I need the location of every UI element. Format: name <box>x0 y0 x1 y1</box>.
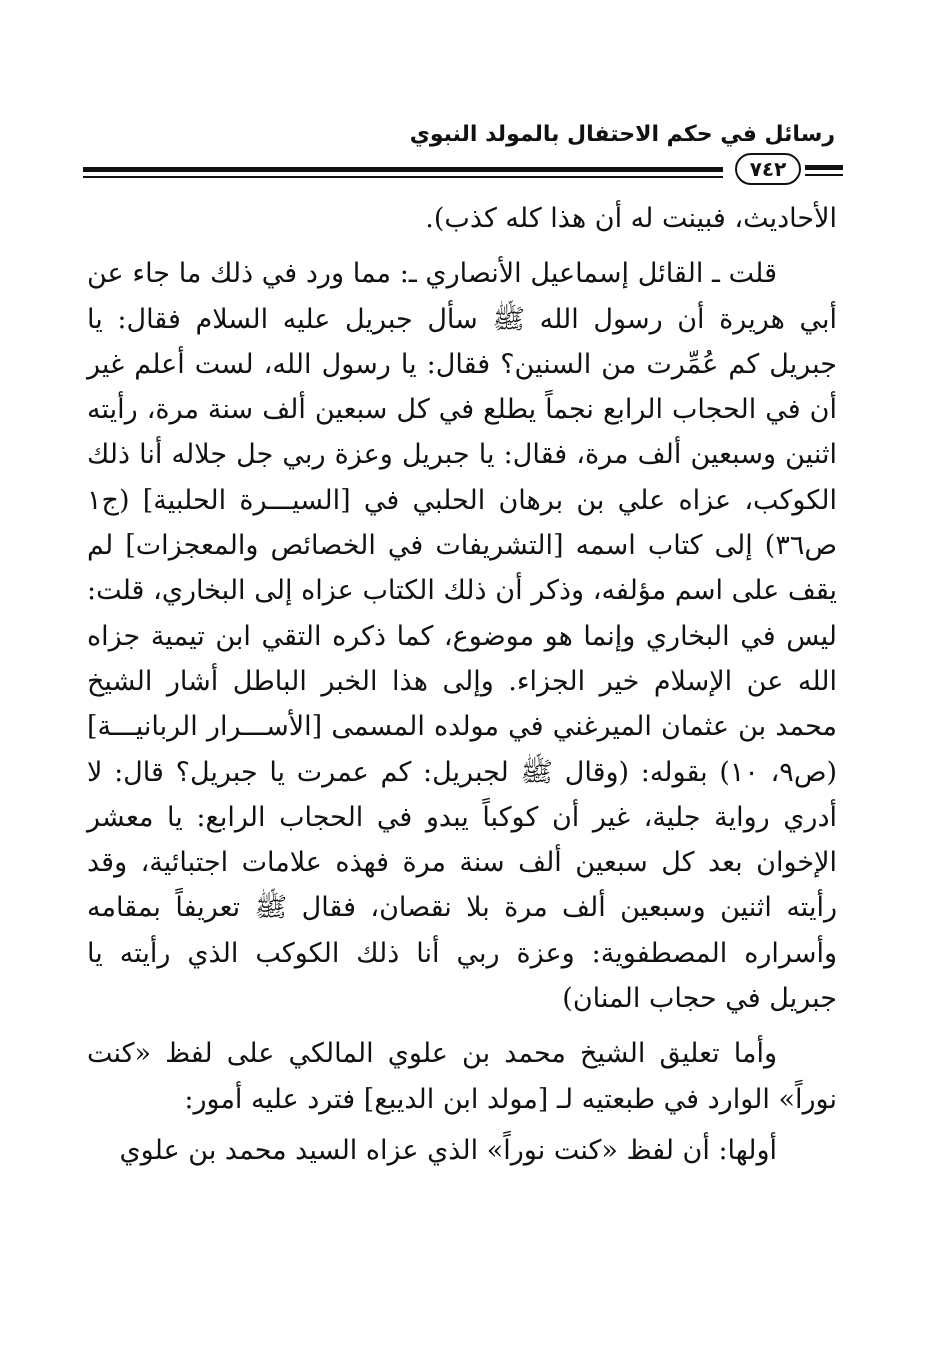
paragraph-continuation: الأحاديث، فبينت له أن هذا كله كذب). <box>425 203 837 234</box>
header-rule-thin-left <box>83 176 723 178</box>
header-rule <box>83 150 843 190</box>
page-number: ٧٤٢ <box>735 153 801 185</box>
running-header: رسائل في حكم الاحتفال بالمولد النبوي <box>409 122 835 147</box>
paragraph-maliki-comment: وأما تعليق الشيخ محمد بن علوي المالكي على لفظ «كنت نوراً» الوارد في طبعتيه لـ [مولد ابن الديبع] فترد عليه أمور: <box>87 1038 837 1115</box>
header-rule-thick-left <box>83 167 723 172</box>
page-body <box>87 196 837 1173</box>
header-rule-thin-right <box>805 174 843 176</box>
paragraph-hadith-discussion: قلت ـ القائل إسماعيل الأنصاري ـ: مما ورد في ذلك ما جاء عن أبي هريرة أن رسول الله ﷺ سأل جبريل عليه السلام فقال: يا جبريل كم عُمِّرت من السنين؟ فقال: يا رسول الله، لست أعلم غير أن في الحجاب الرابع نجماً يطلع في كل سبعين ألف سنة مرة، رأيته اثنين وسبعين ألف مرة، فقال: يا جبريل وعزة ربي جل جلاله أنا ذلك الكوكب، عزاه علي بن برهان الحلبي في [السيـــرة الحلبية] (ج١ ص٣٦) إلى كتاب اسمه [التشريفات في الخصائص والمعجزات] لم يقف على اسم مؤلفه، وذكر أن ذلك الكتاب عزاه إلى البخاري، قلت: ليس في البخاري وإنما هو موضوع، كما ذكره التقي ابن تيمية جزاه الله عن الإسلام خير الجزاء. وإلى هذا الخبر الباطل أشار الشيخ محمد بن عثمان الميرغني في مولده المسمى [الأســـرار الربانيـــة] (ص٩، ١٠) بقوله: (وقال ﷺ لجبريل: كم عمرت يا جبريل؟ قال: لا أدري رواية جلية، غير أن كوكباً يبدو في الحجاب الرابع: يا معشر الإخوان بعد كل سبعين ألف سنة مرة فهذه علامات اجتبائية، وقد رأيته اثنين وسبعين ألف مرة بلا نقصان، فقال ﷺ تعريفاً بمقامه وأسراره المصطفوية: وعزة ربي أنا ذلك الكوكب الذي رأيته يا جبريل في حجاب المنان) <box>87 258 837 1015</box>
header-rule-thick-right <box>805 165 843 170</box>
paragraph-first-point: أولها: أن لفظ «كنت نوراً» الذي عزاه السيد محمد بن علوي <box>119 1134 777 1166</box>
